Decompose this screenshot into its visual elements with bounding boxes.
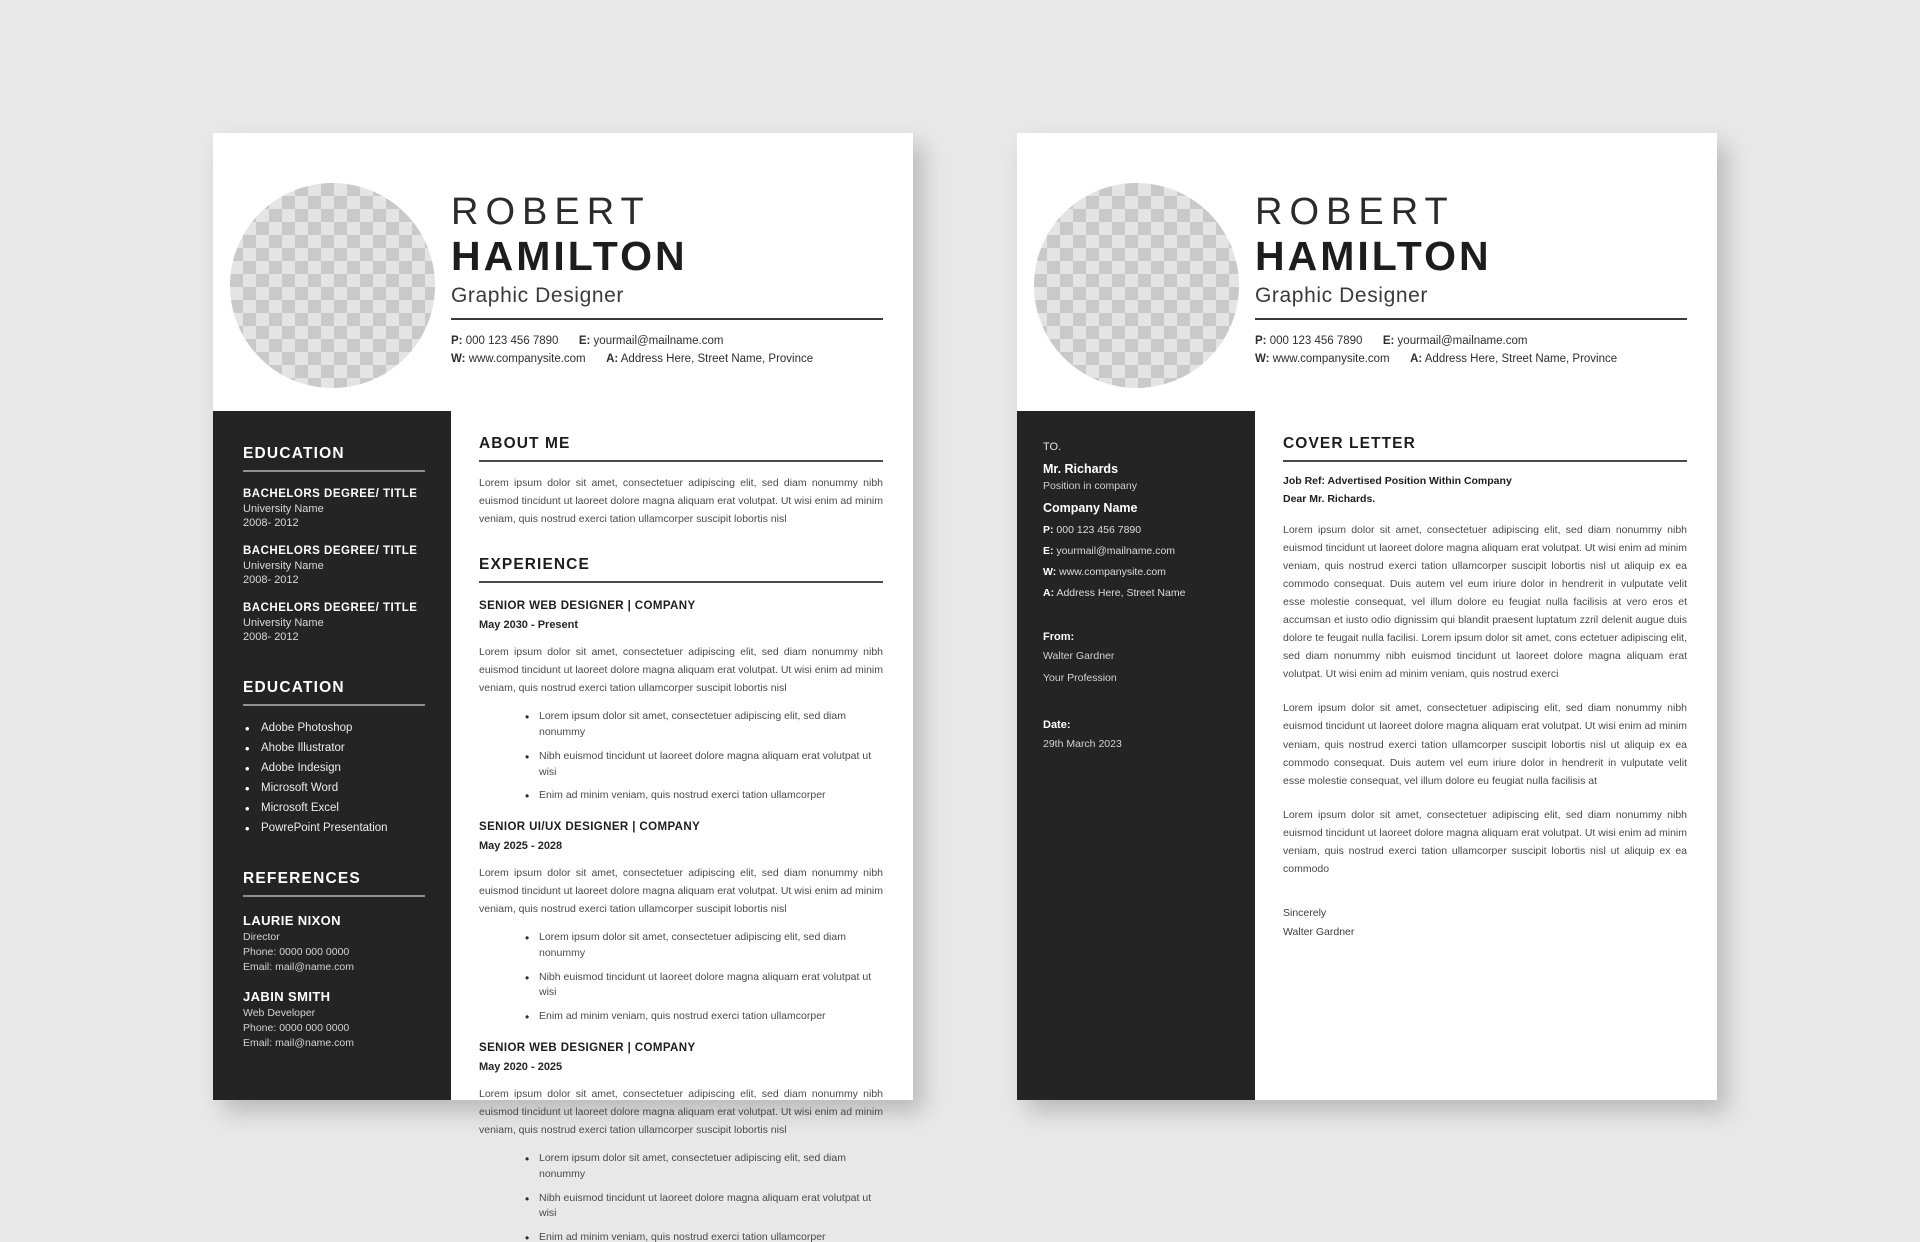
experience-bullets	[479, 709, 883, 804]
bullet-item: • Nibh euismod tincidunt ut laoreet dolore magna aliquam erat volutpat ut wisi	[525, 970, 883, 1002]
phone-label: P:	[1043, 524, 1054, 536]
bullet-item: • Nibh euismod tincidunt ut laoreet dolore magna aliquam erat volutpat ut wisi	[525, 1191, 883, 1223]
experience-heading: EXPERIENCE	[479, 556, 883, 583]
education-years: 2008- 2012	[243, 631, 299, 643]
reference-name: LAURIE NIXON	[243, 913, 341, 928]
contact-row-1	[451, 333, 883, 351]
address-value: Address Here, Street Name, Province	[620, 352, 814, 365]
date-label: Date:	[1043, 718, 1071, 731]
experience-dates: May 2030 - Present	[479, 619, 579, 632]
education-heading: EDUCATION	[243, 445, 425, 472]
experience-text: Lorem ipsum dolor sit amet, consectetuer adipiscing elit, sed diam nonummy nibh euismod tincidunt ut laoreet dolore magna aliquam erat volutpat. Ut wisi enim ad minim veniam, quis nostrud exerci tation ullamcorper suscipit lobortis nisl	[479, 867, 883, 916]
education-years: 2008- 2012	[243, 574, 299, 586]
resume-main	[451, 411, 913, 1242]
reference-role: Web Developer	[243, 1007, 316, 1019]
skill-item: • Microsoft Word	[243, 782, 425, 794]
email-value: yourmail@mailname.com	[1056, 545, 1176, 557]
experience-bullets	[479, 930, 883, 1025]
email-value: yourmail@mailname.com	[593, 334, 724, 347]
reference-item	[243, 913, 425, 973]
bullet-item: • Nibh euismod tincidunt ut laoreet dolore magna aliquam erat volutpat ut wisi	[525, 749, 883, 781]
contact-block	[451, 333, 883, 369]
skill-item: • Adobe Indesign	[243, 762, 425, 774]
spacer	[1043, 687, 1229, 719]
education-school: University Name	[243, 503, 324, 515]
reference-email: Email: mail@name.com	[243, 961, 355, 973]
closing-text: Sincerely	[1283, 906, 1327, 919]
web-value: www.companysite.com	[1059, 566, 1166, 578]
skill-item: • Microsoft Excel	[243, 802, 425, 814]
skill-item: • PowrePoint Presentation	[243, 822, 425, 834]
bullet-item: • Enim ad minim veniam, quis nostrud exerci tation ullamcorper	[525, 788, 883, 804]
education-degree: BACHELORS DEGREE/ TITLE	[243, 545, 418, 557]
skills-list	[243, 722, 425, 834]
cover-paragraph: Lorem ipsum dolor sit amet, consectetuer adipiscing elit, sed diam nonummy nibh euismod tincidunt ut laoreet dolore magna aliquam erat volutpat. Ut wisi enim ad minim veniam, quis nostrud exerci tation ullamcorper suscipit lobortis nisl ut aliquip ex ea commodo consequat. Duis autem vel eum iriure dolor in hendrerit in vulputate velit esse molestie consequat, vel illum dolore eu feugiat nulla facilisis at vero eros et accumsan et iusto odio dignissim qui blandit praesent luptatum zzril delenit augue duis dolore te feugait nulla facilisi. Lorem ipsum dolor sit amet, cons ectetuer adipiscing elit, sed diam nonummy nibh euismod tincidunt ut laoreet dolore magna aliquam erat volutpat. Ut wisi enim ad minim veniam, quis nostrud exerci	[1283, 524, 1687, 681]
from-profession: Your Profession	[1043, 671, 1117, 684]
cover-main	[1255, 411, 1717, 1100]
web-label: W:	[1255, 352, 1270, 365]
reference-name: JABIN SMITH	[243, 989, 331, 1004]
reference-phone: Phone: 0000 000 0000	[243, 946, 350, 958]
resume-sidebar	[213, 411, 451, 1100]
reference-phone: Phone: 0000 000 0000	[243, 1022, 350, 1034]
cover-email	[1043, 545, 1229, 557]
spacer	[1043, 599, 1229, 631]
cover-web	[1043, 566, 1229, 578]
recipient-name: Mr. Richards	[1043, 462, 1119, 476]
address-label: A:	[1410, 352, 1423, 365]
email-label: E:	[578, 334, 591, 347]
address-label: A:	[1043, 587, 1055, 599]
job-title: Graphic Designer	[451, 284, 883, 320]
profile-photo-placeholder	[230, 183, 435, 388]
email-label: E:	[1043, 545, 1054, 557]
phone-label: P:	[451, 334, 463, 347]
cover-letter-heading: COVER LETTER	[1283, 435, 1687, 462]
last-name: HAMILTON	[451, 232, 688, 279]
bullet-item: • Enim ad minim veniam, quis nostrud exerci tation ullamcorper	[525, 1009, 883, 1025]
experience-text: Lorem ipsum dolor sit amet, consectetuer adipiscing elit, sed diam nonummy nibh euismod tincidunt ut laoreet dolore magna aliquam erat volutpat. Ut wisi enim ad minim veniam, quis nostrud exerci tation ullamcorper suscipit lobortis nisl	[479, 1087, 883, 1137]
skill-item: • Ahobe Illustrator	[243, 742, 425, 754]
experience-bullets	[479, 1151, 883, 1242]
education-school: University Name	[243, 560, 324, 572]
bullet-item: • Enim ad minim veniam, quis nostrud exerci tation ullamcorper	[525, 1230, 883, 1242]
education-degree: BACHELORS DEGREE/ TITLE	[243, 488, 418, 500]
first-name: ROBERT	[451, 191, 651, 233]
date-value: 29th March 2023	[1043, 737, 1122, 750]
reference-item	[243, 989, 425, 1049]
resume-photo-container	[213, 167, 451, 411]
cover-letter-page	[1017, 133, 1717, 1100]
experience-role: SENIOR UI/UX DESIGNER | COMPANY	[479, 821, 701, 834]
references-heading: REFERENCES	[243, 870, 425, 897]
experience-role: SENIOR WEB DESIGNER | COMPANY	[479, 600, 696, 613]
web-value: www.companysite.com	[1272, 352, 1390, 365]
education-item	[243, 488, 425, 529]
signer-name: Walter Gardner	[1283, 925, 1355, 938]
reference-role: Director	[243, 931, 280, 943]
cover-header	[1017, 133, 1717, 411]
resume-body	[213, 411, 913, 1242]
recipient-company: Company Name	[1043, 501, 1138, 515]
experience-text: Lorem ipsum dolor sit amet, consectetuer adipiscing elit, sed diam nonummy nibh euismod tincidunt ut laoreet dolore magna aliquam erat volutpat. Ut wisi enim ad minim veniam, quis nostrud exerci tation ullamcorper suscipit lobortis nisl	[479, 646, 883, 695]
cover-header-text	[1255, 167, 1717, 411]
cover-phone	[1043, 524, 1229, 536]
skill-item: • Adobe Photoshop	[243, 722, 425, 734]
salutation: Dear Mr. Richards.	[1283, 493, 1376, 505]
contact-block	[1255, 333, 1687, 369]
first-name: ROBERT	[1255, 191, 1455, 233]
email-value: yourmail@mailname.com	[1397, 334, 1528, 347]
web-label: W:	[451, 352, 466, 365]
contact-row-1	[1255, 333, 1687, 351]
about-text: Lorem ipsum dolor sit amet, consectetuer adipiscing elit, sed diam nonummy nibh euismod tincidunt ut laoreet dolore magna aliquam erat volutpat. Ut wisi enim ad minim veniam, quis nostrud exerci tation ullamcorper suscipit lobortis nisl	[479, 477, 883, 526]
from-label: From:	[1043, 631, 1075, 643]
skills-heading: EDUCATION	[243, 679, 425, 706]
to-label: TO.	[1043, 441, 1062, 453]
cover-signature	[1283, 904, 1687, 942]
reference-email: Email: mail@name.com	[243, 1037, 355, 1049]
web-value: www.companysite.com	[468, 352, 586, 365]
experience-item	[479, 821, 883, 1025]
last-name: HAMILTON	[1255, 232, 1492, 279]
job-ref: Job Ref: Advertised Position Within Company	[1283, 475, 1512, 487]
address-value: Address Here, Street Name	[1056, 587, 1186, 599]
phone-label: P:	[1255, 334, 1267, 347]
phone-value: 000 123 456 7890	[465, 334, 559, 347]
experience-item	[479, 1042, 883, 1242]
phone-value: 000 123 456 7890	[1269, 334, 1363, 347]
experience-dates: May 2020 - 2025	[479, 1060, 563, 1073]
resume-page	[213, 133, 913, 1242]
education-degree: BACHELORS DEGREE/ TITLE	[243, 602, 418, 614]
experience-dates: May 2025 - 2028	[479, 840, 563, 853]
experience-item	[479, 600, 883, 804]
experience-role: SENIOR WEB DESIGNER | COMPANY	[479, 1041, 696, 1054]
recipient-position: Position in company	[1043, 480, 1137, 492]
contact-row-2	[1255, 351, 1687, 369]
bullet-item: • Lorem ipsum dolor sit amet, consectetuer adipiscing elit, sed diam nonummy	[525, 1151, 883, 1183]
cover-sidebar	[1017, 411, 1255, 1100]
education-years: 2008- 2012	[243, 517, 299, 529]
from-name: Walter Gardner	[1043, 650, 1115, 662]
education-item	[243, 602, 425, 643]
about-heading: ABOUT ME	[479, 435, 883, 462]
education-item	[243, 545, 425, 586]
cover-body	[1017, 411, 1717, 1100]
bullet-item: • Lorem ipsum dolor sit amet, consectetuer adipiscing elit, sed diam nonummy	[525, 930, 883, 962]
cover-paragraph: Lorem ipsum dolor sit amet, consectetuer adipiscing elit, sed diam nonummy nibh euismod tincidunt ut laoreet dolore magna aliquam erat volutpat. Ut wisi enim ad minim veniam, quis nostrud exerci tation ullamcorper suscipit lobortis nisl ut aliquip ex ea commodo consequat. Duis autem vel eum iriure dolor in hendrerit in vulputate velit esse molestie consequat, vel illum dolore eu feugiat nulla facilisis at	[1283, 702, 1687, 787]
job-title: Graphic Designer	[1255, 284, 1687, 320]
address-value: Address Here, Street Name, Province	[1424, 352, 1618, 365]
resume-header	[213, 133, 913, 411]
cover-address	[1043, 587, 1229, 599]
address-label: A:	[606, 352, 619, 365]
contact-row-2	[451, 351, 883, 369]
resume-header-text	[451, 167, 913, 411]
cover-paragraph: Lorem ipsum dolor sit amet, consectetuer adipiscing elit, sed diam nonummy nibh euismod tincidunt ut laoreet dolore magna aliquam erat volutpat. Ut wisi enim ad minim veniam, quis nostrud exerci tation ullamcorper suscipit lobortis nisl ut aliquip ex ea commodo	[1283, 808, 1687, 875]
bullet-item: • Lorem ipsum dolor sit amet, consectetuer adipiscing elit, sed diam nonummy	[525, 709, 883, 741]
profile-photo-placeholder	[1034, 183, 1239, 388]
phone-value: 000 123 456 7890	[1056, 524, 1142, 536]
email-label: E:	[1382, 334, 1395, 347]
cover-photo-container	[1017, 167, 1255, 411]
web-label: W:	[1043, 566, 1057, 578]
education-school: University Name	[243, 617, 324, 629]
